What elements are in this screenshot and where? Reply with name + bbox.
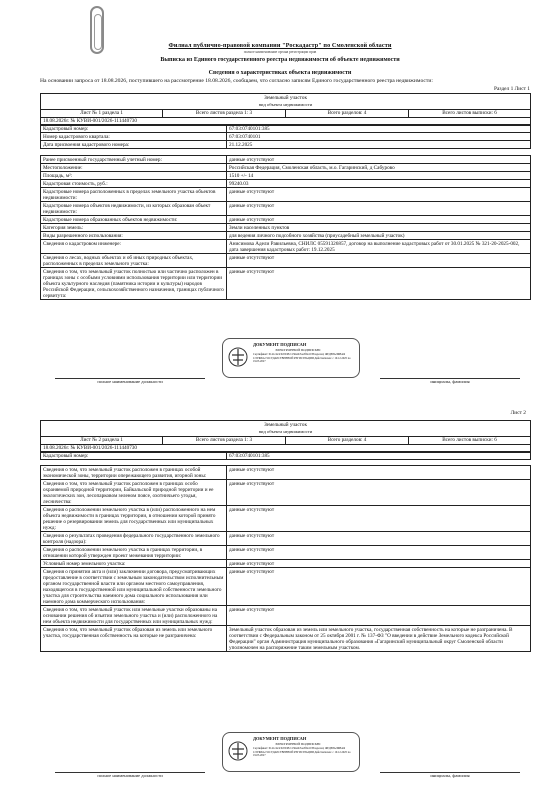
- row-value: данные отсутствуют: [227, 568, 531, 606]
- table-row: [41, 480, 531, 506]
- table-row: [41, 133, 531, 141]
- table-row: [41, 466, 531, 480]
- object-kind: Земельный участок: [41, 94, 531, 102]
- row-label: Сведения о расположении земельного участка в (или) расположенного на нем объекта недвижимости в границах территории, в отношении которой принято решение о резервировании земель для государственных или муниципальных нужд:: [41, 506, 227, 532]
- row-label: Сведения о том, что земельный участок расположен в границах особой экономической зоны, территории опережающего развития, игорной зоны:: [41, 466, 227, 480]
- document-id: 18.08.2026г. № КУВИ-001/2026-111440730: [41, 117, 531, 125]
- emblem-icon: [228, 740, 248, 762]
- signature-name-caption: инициалы, фамилия: [430, 379, 470, 384]
- row-label: Категория земель:: [41, 224, 227, 232]
- section-ref: Раздел 1 Лист 1: [494, 86, 530, 92]
- signature-position-caption: полное наименование должности: [97, 379, 163, 384]
- row-label: Кадастровые номера расположенных в пределах земельного участка объектов недвижимости:: [41, 188, 227, 202]
- row-value: данные отсутствуют: [227, 480, 531, 506]
- object-kind-caption: вид объекта недвижимости: [41, 429, 531, 437]
- agency-caption: полное наименование органа регистрации прав: [243, 50, 317, 54]
- info-title: Сведения о характеристиках объекта недвижимости: [208, 70, 352, 76]
- page1-main-table: [40, 124, 531, 300]
- row-value: данные отсутствуют: [227, 606, 531, 626]
- object-kind-caption: вид объекта недвижимости: [41, 102, 531, 110]
- row-value: Анисимова Адели Равильевна, СНИЛС 05591326857, договор на выполнение кадастровых работ от 30.01.2025 № 321-20-2025-002, дата завершения кадастровых работ: 19.12.2025: [227, 240, 531, 254]
- total-sheets: Всего листов выписки: 6: [409, 436, 531, 444]
- table-row: [41, 216, 531, 224]
- table-row: [41, 626, 531, 652]
- row-value: 67:03:0740101:385: [227, 452, 531, 460]
- table-row: [41, 180, 531, 188]
- table-row: [41, 141, 531, 149]
- table-row: [41, 606, 531, 626]
- table-row: [41, 232, 531, 240]
- row-value: 1510 +/- 14: [227, 172, 531, 180]
- total-sections: Всего разделов: 4: [286, 436, 409, 444]
- table-row: [41, 568, 531, 606]
- row-label: Сведения о том, что земельный участок полностью или частично расположен в границах зоны с особыми условиями использования территории или территории объекта культурного наследия (памятника истории и культуры) народов Российской Федерации, сельскохозяйственного назначения, границах публичного сервитута:: [41, 268, 227, 300]
- row-label: Кадастровая стоимость, руб.:: [41, 180, 227, 188]
- table-row: [41, 546, 531, 560]
- sheet-label: Лист 2: [510, 410, 526, 416]
- intro-text: На основании запроса от 18.08.2026, поступившего на рассмотрение 18.08.2026, сообщаем, что согласно записям Единого государственного реестра недвижимости:: [40, 78, 433, 84]
- row-label: Кадастровые номера объектов недвижимости, из которых образован объект недвижимости:: [41, 202, 227, 216]
- row-value: Российская Федерация, Смоленская область, м.о. Гагаринский, д Сабурово: [227, 164, 531, 172]
- row-value: данные отсутствуют: [227, 268, 531, 300]
- stamp-title: ДОКУМЕНТ ПОДПИСАН: [253, 736, 307, 741]
- table-row: [41, 202, 531, 216]
- row-value: 99240.03: [227, 180, 531, 188]
- table-row: [41, 532, 531, 546]
- row-label: Сведения о результатах проведения федерального государственного земельного контроля (надзора):: [41, 532, 227, 546]
- page2-header-table: [40, 420, 531, 453]
- row-label: Номер кадастрового квартала:: [41, 133, 227, 141]
- signature-name-caption: инициалы, фамилия: [430, 773, 470, 778]
- extract-title: Выписка из Единого государственного реестра недвижимости об объекте недвижимости: [160, 57, 400, 63]
- row-label: Ранее присвоенный государственный учетный номер:: [41, 156, 227, 164]
- table-row: [41, 254, 531, 268]
- section-sheets: Всего листов раздела 1: 3: [163, 109, 286, 117]
- row-value: 21.12.2025: [227, 141, 531, 149]
- table-row: [41, 506, 531, 532]
- table-row: [41, 125, 531, 133]
- stamp-details: Сертификат: 0141c4a3c0c0b38c1136e4b5aa5f9e10 Владелец: ФЕДЕРАЛЬНАЯ СЛУЖБА ГОСУДАРСТВЕННОЙ РЕГИСТРАЦИИ Действителен: с 19.12.2025 по 19.03.2027: [253, 747, 351, 758]
- table-row: [41, 268, 531, 300]
- row-label: Дата присвоения кадастрового номера:: [41, 141, 227, 149]
- stamp-subtitle: ЭЛЕКТРОННОЙ ПОДПИСЬЮ: [275, 742, 321, 746]
- row-label: Кадастровый номер:: [41, 452, 227, 460]
- row-value: данные отсутствуют: [227, 546, 531, 560]
- table-row: [41, 156, 531, 164]
- signature-position-caption: полное наименование должности: [97, 773, 163, 778]
- row-value: данные отсутствуют: [227, 466, 531, 480]
- emblem-icon: [228, 346, 248, 368]
- agency-name: Филиал публично-правовой компании "Роскадастр" по Смоленской области: [168, 42, 392, 49]
- row-value: данные отсутствуют: [227, 506, 531, 532]
- row-value: Земли населенных пунктов: [227, 224, 531, 232]
- row-label: Сведения о лесах, водных объектах и об иных природных объектах, расположенных в пределах земельного участка:: [41, 254, 227, 268]
- row-label: Сведения о принятии акта и (или) заключении договора, предусматривающих предоставление в соответствии с земельным законодательством исполнительным органом государственной власти или органом местного самоуправления, находящегося в государственной или муниципальной собственности земельного участка для строительства наемного дома социального использования или наемного дома коммерческого использования:: [41, 568, 227, 606]
- table-row: [41, 224, 531, 232]
- electronic-signature-stamp: [222, 732, 360, 772]
- stamp-title: ДОКУМЕНТ ПОДПИСАН: [253, 342, 307, 347]
- table-row: [41, 452, 531, 460]
- row-label: Местоположение:: [41, 164, 227, 172]
- total-sections: Всего разделов: 4: [286, 109, 409, 117]
- row-label: Кадастровые номера образованных объектов недвижимости:: [41, 216, 227, 224]
- row-value: данные отсутствуют: [227, 216, 531, 224]
- row-value: данные отсутствуют: [227, 156, 531, 164]
- object-kind: Земельный участок: [41, 421, 531, 429]
- row-label: Кадастровый номер:: [41, 125, 227, 133]
- row-value: 67:03:0740101:385: [227, 125, 531, 133]
- table-row: [41, 240, 531, 254]
- row-label: Сведения о том, что земельный участок образован из земель или земельного участка, государственная собственность на которые не разграничена:: [41, 626, 227, 652]
- section-sheets: Всего листов раздела 1: 3: [163, 436, 286, 444]
- row-value: Земельный участок образован из земель или земельного участка, государственная собственность на которые не разграничена. В соответствии с Федеральным законом от 25 октября 2001 г. № 137-ФЗ "О введении в действие Земельного кодекса Российской Федерации" орган Администрация муниципального образования «Гагаринский муниципальный округ Смоленской области уполномочен на распоряжение таким земельным участком.: [227, 626, 531, 652]
- table-row: [41, 188, 531, 202]
- table-row: [41, 560, 531, 568]
- electronic-signature-stamp: [222, 338, 360, 378]
- row-value: данные отсутствуют: [227, 560, 531, 568]
- row-label: Площадь, м²:: [41, 172, 227, 180]
- stamp-details: Сертификат: 0141c4a3c0c0b38c1136e4b5aa5f9e10 Владелец: ФЕДЕРАЛЬНАЯ СЛУЖБА ГОСУДАРСТВЕННОЙ РЕГИСТРАЦИИ Действителен: с 19.12.2025 по 19.03.2027: [253, 353, 351, 364]
- sheet-number: Лист № 2 раздела 1: [41, 436, 163, 444]
- row-label: Сведения о кадастровом инженере:: [41, 240, 227, 254]
- row-value: данные отсутствуют: [227, 188, 531, 202]
- row-label: Сведения о расположении земельного участка в границах территории, в отношении которой утвержден проект межевания территории:: [41, 546, 227, 560]
- row-value: 67:03:0740101: [227, 133, 531, 141]
- row-value: данные отсутствуют: [227, 532, 531, 546]
- stamp-subtitle: ЭЛЕКТРОННОЙ ПОДПИСЬЮ: [275, 348, 321, 352]
- row-label: Виды разрешенного использования:: [41, 232, 227, 240]
- page1-header-table: [40, 93, 531, 126]
- table-row: [41, 164, 531, 172]
- total-sheets: Всего листов выписки: 6: [409, 109, 531, 117]
- row-label: Сведения о том, что земельный участок расположен в границах особо охраняемой природной территории, Байкальской природной территории и ее экологических зон, лесопарковом зеленом поясе, охотничьего угодья, лесничества:: [41, 480, 227, 506]
- row-label: Условный номер земельного участка:: [41, 560, 227, 568]
- row-label: Сведения о том, что земельный участок или земельные участки образованы на основании решения об изъятии земельного участка и (или) расположенного на нем объекта недвижимости для государственных или муниципальных нужд:: [41, 606, 227, 626]
- row-value: данные отсутствуют: [227, 202, 531, 216]
- table-row: [41, 172, 531, 180]
- row-value: для ведения личного подсобного хозяйства (приусадебный земельный участок): [227, 232, 531, 240]
- page2-main-table: [40, 451, 531, 652]
- document-id: 18.08.2026г. № КУВИ-001/2026-111440730: [41, 444, 531, 452]
- sheet-number: Лист № 1 раздела 1: [41, 109, 163, 117]
- row-value: данные отсутствуют: [227, 254, 531, 268]
